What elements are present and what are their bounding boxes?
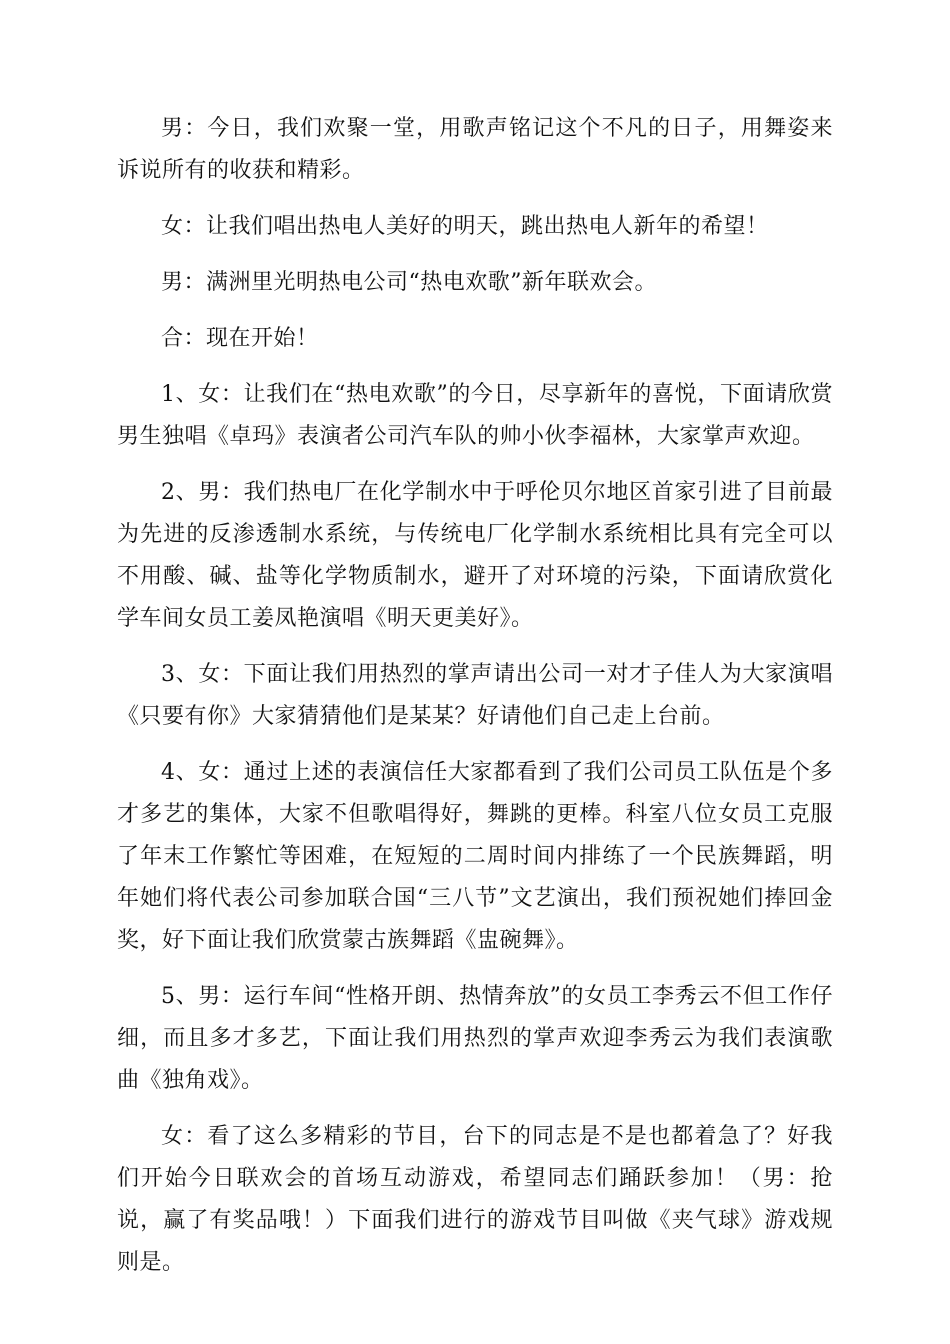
paragraph-item-4: 4、女：通过上述的表演信任大家都看到了我们公司员工队伍是个多才多艺的集体，大家不但歌唱得好，舞跳的更棒。科室八位女员工克服了年末工作繁忙等困难，在短短的二周时间内排练了一个民族舞蹈，明年她们将代表公司参加联合国“三八节”文艺演出，我们预祝她们捧回金奖，好下面让我们欣赏蒙古族舞蹈《盅碗舞》。 — [117, 760, 833, 953]
paragraph-together-start: 合：现在开始！ — [161, 326, 319, 351]
paragraph-item-2: 2、男：我们热电厂在化学制水中于呼伦贝尔地区首家引进了目前最为先进的反渗透制水系统，与传统电厂化学制水系统相比具有完全可以不用酸、碱、盐等化学物质制水，避开了对环境的污染，下面请欣赏化学车间女员工姜凤艳演唱《明天更美好》。 — [117, 480, 833, 631]
paragraph-event-title: 男：满洲里光明热电公司“热电欢歌”新年联欢会。 — [161, 270, 657, 295]
paragraph-game-intro: 女：看了这么多精彩的节目，台下的同志是不是也都着急了？好我们开始今日联欢会的首场互动游戏，希望同志们踊跃参加！（男：抢说，赢了有奖品哦！）下面我们进行的游戏节目叫做《夹气球》游戏规则是。 — [117, 1124, 833, 1275]
paragraph-opening-female: 女：让我们唱出热电人美好的明天，跳出热电人新年的希望！ — [161, 214, 769, 239]
paragraph-opening-male: 男：今日，我们欢聚一堂，用歌声铭记这个不凡的日子，用舞姿来诉说所有的收获和精彩。 — [117, 116, 833, 183]
paragraph-item-5: 5、男：运行车间“性格开朗、热情奔放”的女员工李秀云不但工作仔细，而且多才多艺，下面让我们用热烈的掌声欢迎李秀云为我们表演歌曲《独角戏》。 — [117, 984, 833, 1093]
document-page — [117, 108, 833, 1298]
paragraph-item-3: 3、女：下面让我们用热烈的掌声请出公司一对才子佳人为大家演唱《只要有你》大家猜猜他们是某某？好请他们自己走上台前。 — [117, 662, 833, 729]
paragraph-item-1: 1、女：让我们在“热电欢歌”的今日，尽享新年的喜悦，下面请欣赏男生独唱《卓玛》表演者公司汽车队的帅小伙李福林，大家掌声欢迎。 — [117, 382, 833, 449]
